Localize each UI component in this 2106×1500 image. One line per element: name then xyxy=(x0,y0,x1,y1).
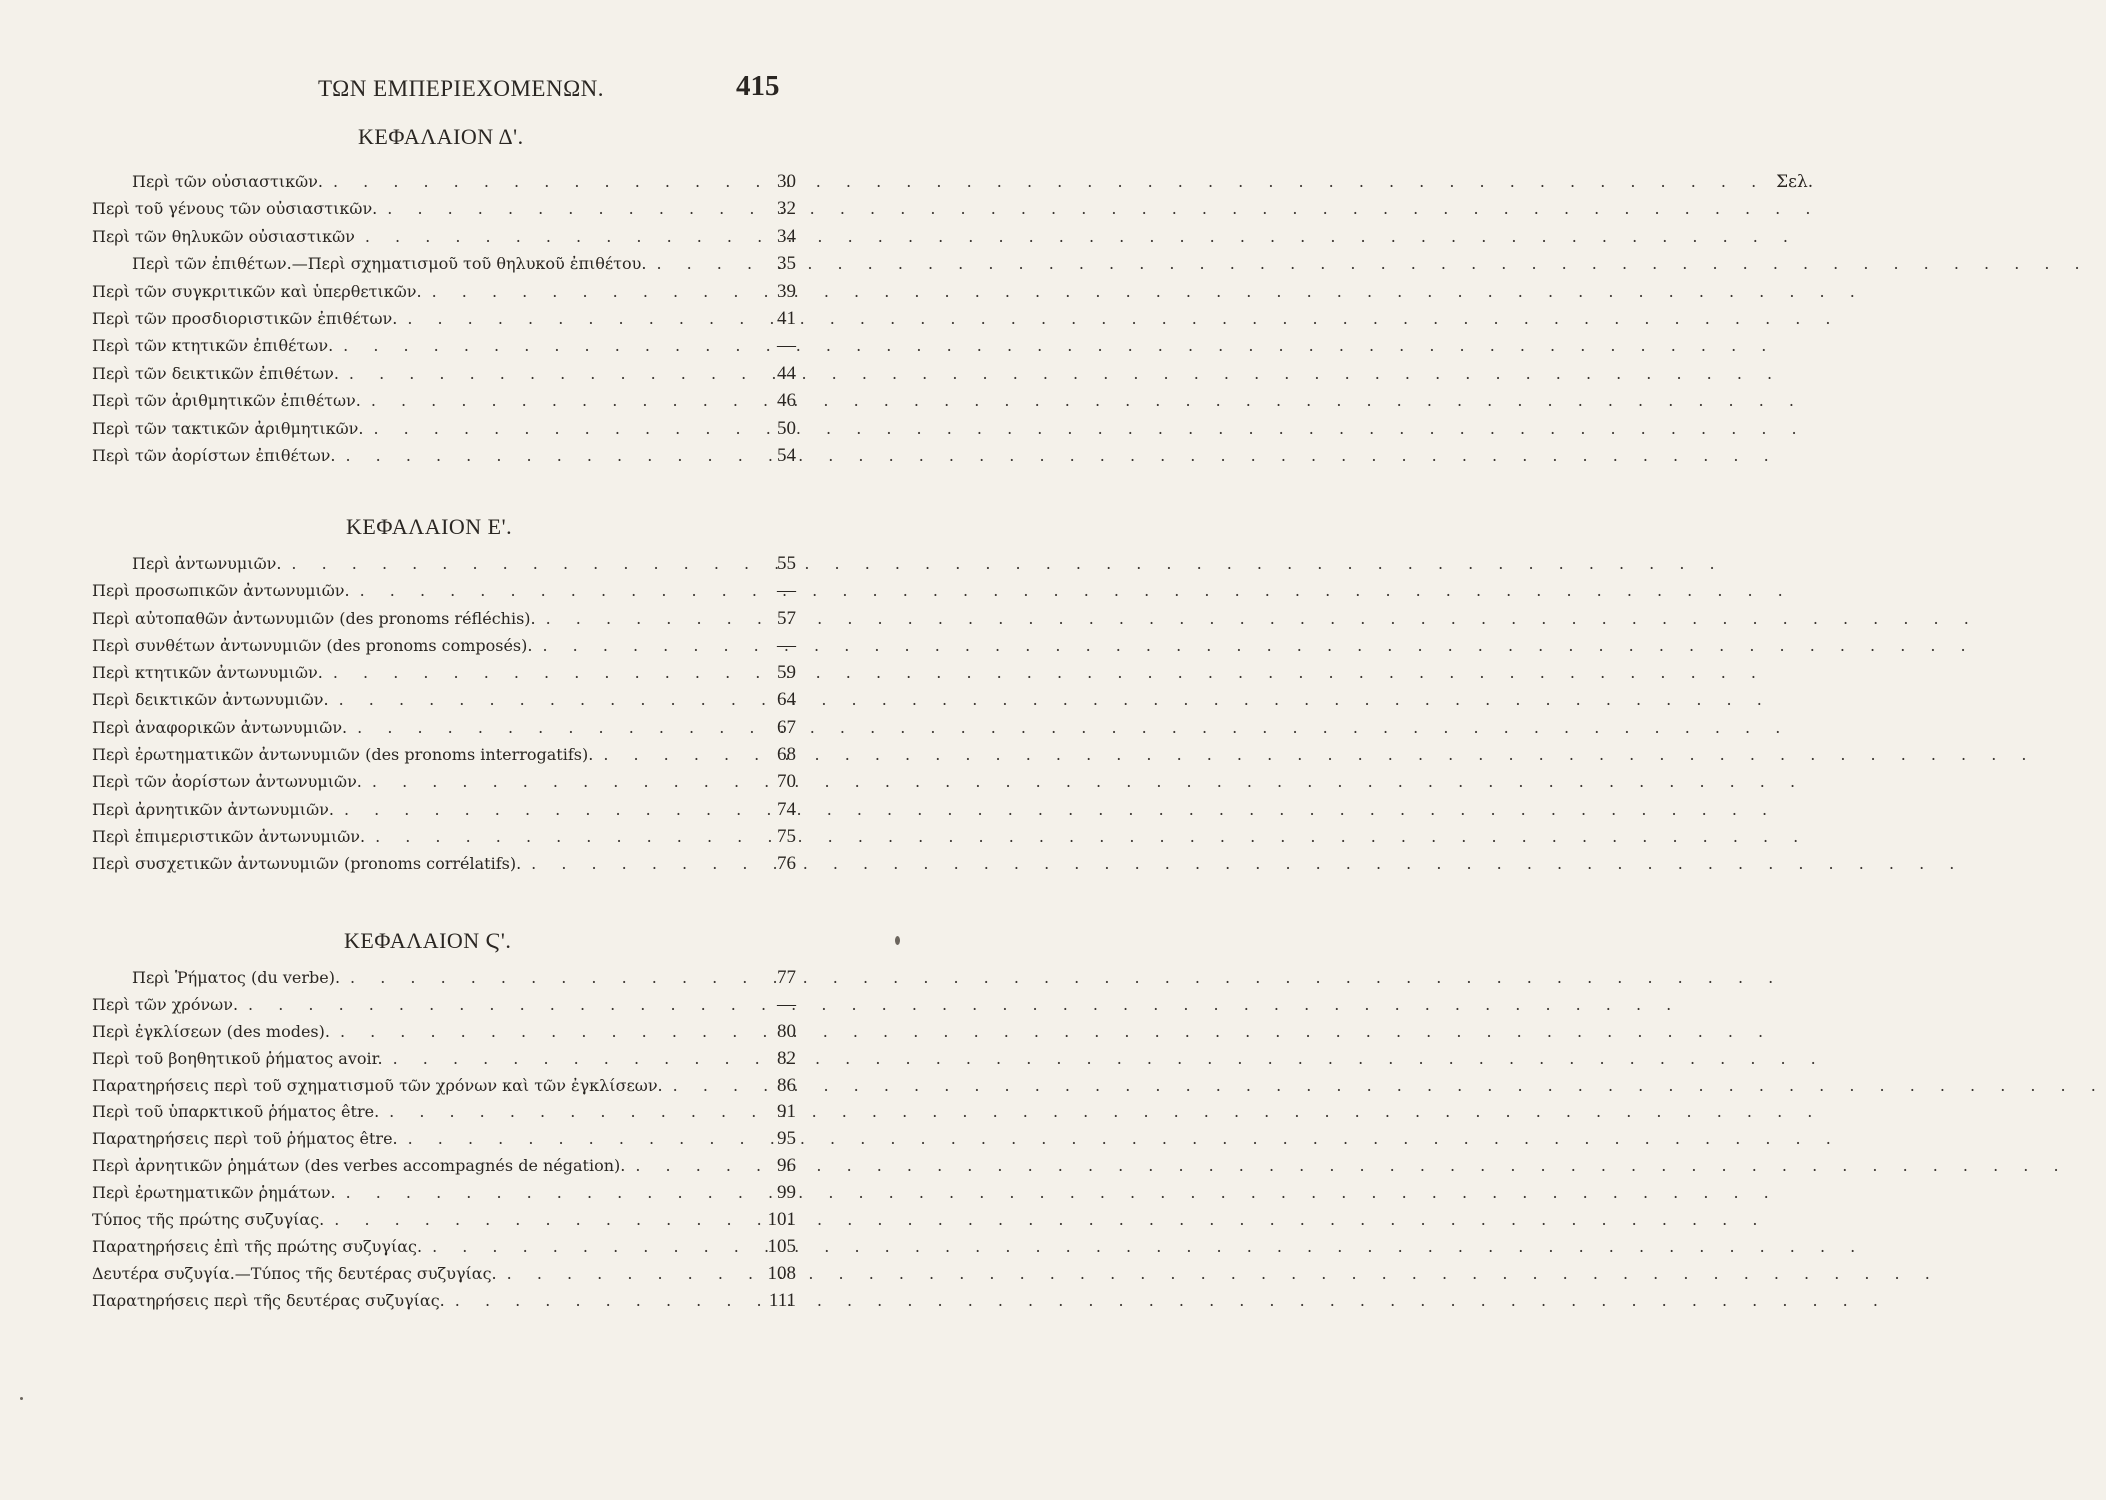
dot-leader xyxy=(333,168,1766,195)
dot-leader xyxy=(345,442,1778,469)
dot-leader xyxy=(432,1234,1865,1261)
toc-entry-page: 55 xyxy=(777,553,796,574)
toc-entry-page: 111 xyxy=(768,1289,796,1311)
toc-entry xyxy=(0,686,900,713)
dot-leader xyxy=(248,992,1681,1019)
toc-entry-page: 96 xyxy=(777,1155,796,1177)
dot-leader xyxy=(673,1073,2106,1100)
dot-leader xyxy=(635,1153,2068,1180)
toc-entry-page: 30 xyxy=(777,171,796,192)
dot-leader xyxy=(603,741,2036,768)
dot-leader xyxy=(373,415,1806,442)
toc-entry-title: Περὶ αὐτοπαθῶν ἀντωνυμιῶν (des pronoms réfléchis). xyxy=(92,608,536,628)
dot-leader xyxy=(407,305,1840,332)
toc-entry-title: Παρατηρήσεις περὶ τῆς δευτέρας συζυγίας. xyxy=(92,1290,445,1310)
toc-entry xyxy=(0,632,900,659)
toc-entry-title: Περὶ τῶν θηλυκῶν οὐσιαστικῶν xyxy=(92,226,355,246)
dot-leader xyxy=(357,714,1790,741)
toc-entry-title: Περὶ ἀναφορικῶν ἀντωνυμιῶν. xyxy=(92,717,348,737)
dot-leader xyxy=(372,768,1805,795)
toc-entry xyxy=(0,415,900,442)
toc-entry-page: 64 xyxy=(777,689,796,711)
toc-entry-title: Περὶ συνθέτων ἀντωνυμιῶν (des pronoms composés). xyxy=(92,635,533,655)
toc-entry xyxy=(0,1153,900,1180)
toc-entry xyxy=(0,1019,900,1046)
toc-entry-page: 95 xyxy=(777,1128,796,1150)
toc-entry xyxy=(0,714,900,741)
toc-entry-page: 77 xyxy=(777,967,796,988)
toc-entry xyxy=(0,741,900,768)
dot-leader xyxy=(344,796,1777,823)
toc-entry-page: 75 xyxy=(777,825,796,847)
toc-entry-page: 57 xyxy=(777,607,796,629)
toc-entry xyxy=(0,577,900,604)
toc-entry-title: Περὶ τῶν προσδιοριστικῶν ἐπιθέτων. xyxy=(92,308,398,328)
dot-leader xyxy=(546,605,1979,632)
print-speck xyxy=(895,936,900,945)
toc-entry xyxy=(0,992,900,1019)
toc-entry-title: Περὶ τῶν ἀορίστων ἀντωνυμιῶν. xyxy=(92,772,362,792)
toc-entry-page: 101 xyxy=(767,1209,796,1231)
toc-list-chapter-e xyxy=(0,550,900,878)
toc-entry-page: 59 xyxy=(777,662,796,684)
toc-list-chapter-f xyxy=(0,965,900,1315)
dot-leader xyxy=(375,823,1808,850)
toc-entry xyxy=(0,1099,900,1126)
dot-leader xyxy=(408,1126,1841,1153)
toc-entry xyxy=(0,1234,900,1261)
toc-entry xyxy=(0,796,900,823)
toc-entry xyxy=(0,305,900,332)
toc-entry-title: Περὶ τῶν οὐσιαστικῶν. xyxy=(132,172,323,191)
toc-entry xyxy=(0,360,900,387)
toc-entry-page: 76 xyxy=(777,853,796,875)
toc-entry-title: Περὶ προσωπικῶν ἀντωνυμιῶν. xyxy=(92,581,350,601)
toc-entry xyxy=(0,387,900,414)
dot-leader xyxy=(334,1207,1767,1234)
toc-entry-page: 41 xyxy=(777,307,796,329)
dot-leader xyxy=(531,850,1964,877)
toc-entry-title: Περὶ τοῦ βοηθητικοῦ ῥήματος avoir. xyxy=(92,1048,383,1068)
toc-entry-title: Περὶ τοῦ γένους τῶν οὐσιαστικῶν. xyxy=(92,199,378,219)
toc-entry xyxy=(0,965,900,992)
toc-entry xyxy=(0,332,900,359)
toc-entry-title: Περὶ ἐρωτηματικῶν ῥημάτων. xyxy=(92,1183,336,1203)
dot-leader xyxy=(339,686,1772,713)
toc-entry-page: 32 xyxy=(777,198,796,220)
dot-leader xyxy=(365,223,1798,250)
toc-entry-title: Τύπος τῆς πρώτης συζυγίας. xyxy=(92,1210,325,1230)
dot-leader xyxy=(656,250,2089,277)
toc-entry-page: 39 xyxy=(777,280,796,302)
toc-entry-title: Περὶ ἐρωτηματικῶν ἀντωνυμιῶν (des pronoms interrogatifs). xyxy=(92,745,594,765)
toc-entry xyxy=(0,1126,900,1153)
dot-leader xyxy=(360,577,1793,604)
toc-entry-page: 46 xyxy=(777,390,796,412)
toc-entry xyxy=(0,659,900,686)
toc-entry-page: 99 xyxy=(777,1182,796,1204)
toc-entry-title: Περὶ Ῥήματος (du verbe). xyxy=(132,968,341,987)
toc-entry xyxy=(0,442,900,469)
toc-entry-title: Περὶ τῶν ἐπιθέτων.—Περὶ σχηματισμοῦ τοῦ θηλυκοῦ ἐπιθέτου. xyxy=(132,254,647,274)
dot-leader xyxy=(349,360,1782,387)
toc-entry-page: 105 xyxy=(767,1235,796,1257)
toc-entry xyxy=(0,1261,900,1288)
chapter-heading-e: ΚΕΦΑΛΑΙΟΝ Ε'. xyxy=(346,514,513,539)
toc-entry-page: 68 xyxy=(777,744,796,766)
toc-entry-page: 91 xyxy=(777,1101,796,1123)
toc-entry-title: Παρατηρήσεις ἐπὶ τῆς πρώτης συζυγίας. xyxy=(92,1236,423,1256)
toc-entry-page: 35 xyxy=(777,253,796,275)
toc-entry-title: Περὶ συσχετικῶν ἀντωνυμιῶν (pronoms corrélatifs). xyxy=(92,854,522,874)
toc-entry-title: Περὶ τῶν τακτικῶν ἀριθμητικῶν. xyxy=(92,418,364,438)
toc-entry xyxy=(0,1180,900,1207)
toc-entry-page: — xyxy=(777,335,796,357)
toc-entry-title: Περὶ ἀρνητικῶν ἀντωνυμιῶν. xyxy=(92,799,334,819)
dot-leader xyxy=(291,550,1724,577)
toc-entry xyxy=(0,278,900,305)
page-number: 415 xyxy=(736,70,780,102)
toc-entry xyxy=(0,223,900,250)
toc-entry-page: 86 xyxy=(777,1074,796,1096)
toc-entry xyxy=(0,1046,900,1073)
toc-entry-page: 50 xyxy=(777,417,796,439)
toc-entry-page: 34 xyxy=(777,225,796,247)
toc-entry xyxy=(0,850,900,877)
toc-entry xyxy=(0,168,1814,195)
dot-leader xyxy=(542,632,1975,659)
toc-entry-title: Δευτέρα συζυγία.—Τύπος τῆς δευτέρας συζυγίας. xyxy=(92,1263,497,1283)
toc-entry xyxy=(0,1207,900,1234)
toc-entry-title: Περὶ ἀρνητικῶν ῥημάτων (des verbes accompagnés de négation). xyxy=(92,1156,626,1176)
toc-entry-title: Περὶ ἐπιμεριστικῶν ἀντωνυμιῶν. xyxy=(92,826,366,846)
toc-entry-page: — xyxy=(777,634,796,656)
toc-entry xyxy=(0,1073,900,1100)
dot-leader xyxy=(343,332,1776,359)
dot-leader xyxy=(346,1180,1779,1207)
dot-leader xyxy=(371,387,1804,414)
dot-leader xyxy=(455,1288,1888,1315)
toc-entry-title: Περὶ τῶν δεικτικῶν ἐπιθέτων. xyxy=(92,363,339,383)
toc-entry-title: Παρατηρήσεις περὶ τοῦ σχηματισμοῦ τῶν χρόνων καὶ τῶν ἐγκλίσεων. xyxy=(92,1075,663,1095)
toc-entry-page: 67 xyxy=(777,716,796,738)
toc-entry-title: Περὶ τῶν κτητικῶν ἐπιθέτων. xyxy=(92,336,334,356)
dot-leader xyxy=(432,278,1865,305)
toc-entry-title: Περὶ τῶν χρόνων. xyxy=(92,994,239,1014)
toc-entry xyxy=(0,550,900,577)
toc-entry-title: Περὶ ἐγκλίσεων (des modes). xyxy=(92,1021,330,1041)
toc-entry-page: 54 xyxy=(777,444,796,466)
toc-entry-title: Περὶ τῶν συγκριτικῶν καὶ ὑπερθετικῶν. xyxy=(92,281,422,301)
print-speck xyxy=(20,1397,23,1400)
toc-entry xyxy=(0,250,900,277)
toc-entry xyxy=(0,1288,900,1315)
toc-entry-page: 108 xyxy=(767,1262,796,1284)
toc-entry-title: Παρατηρήσεις περὶ τοῦ ῥήματος être. xyxy=(92,1129,398,1149)
dot-leader xyxy=(393,1046,1826,1073)
page-abbreviation: Σελ. xyxy=(1776,172,1814,192)
dot-leader xyxy=(350,965,1783,992)
toc-entry-title: Περὶ τοῦ ὑπαρκτικοῦ ῥήματος être. xyxy=(92,1102,380,1122)
dot-leader xyxy=(507,1261,1940,1288)
toc-entry-title: Περὶ ἀντωνυμιῶν. xyxy=(132,554,282,573)
dot-leader xyxy=(340,1019,1773,1046)
toc-entry-title: Περὶ δεικτικῶν ἀντωνυμιῶν. xyxy=(92,690,329,710)
dot-leader xyxy=(387,195,1820,222)
toc-entry-page: 80 xyxy=(777,1020,796,1042)
toc-entry-page: 74 xyxy=(777,798,796,820)
running-head xyxy=(0,70,900,110)
toc-list-chapter-d xyxy=(0,168,1814,469)
dot-leader xyxy=(389,1099,1822,1126)
toc-entry xyxy=(0,605,900,632)
toc-entry-title: Περὶ τῶν ἀορίστων ἐπιθέτων. xyxy=(92,445,336,465)
running-title: ΤΩΝ ΕΜΠΕΡΙΕΧΟΜΕΝΩΝ. xyxy=(318,76,605,101)
toc-entry-page: 82 xyxy=(777,1047,796,1069)
toc-entry-title: Περὶ κτητικῶν ἀντωνυμιῶν. xyxy=(92,663,323,683)
toc-entry xyxy=(0,195,900,222)
chapter-heading-f: ΚΕΦΑΛΑΙΟΝ Ϛ'. xyxy=(344,928,512,953)
chapter-heading-d: ΚΕΦΑΛΑΙΟΝ Δ'. xyxy=(358,124,524,149)
toc-entry-page: — xyxy=(777,993,796,1015)
toc-entry-page: 44 xyxy=(777,362,796,384)
toc-entry xyxy=(0,823,900,850)
toc-entry-page: — xyxy=(777,580,796,602)
toc-entry-page: 70 xyxy=(777,771,796,793)
toc-entry xyxy=(0,768,900,795)
dot-leader xyxy=(333,659,1766,686)
toc-entry-title: Περὶ τῶν ἀριθμητικῶν ἐπιθέτων. xyxy=(92,391,361,411)
